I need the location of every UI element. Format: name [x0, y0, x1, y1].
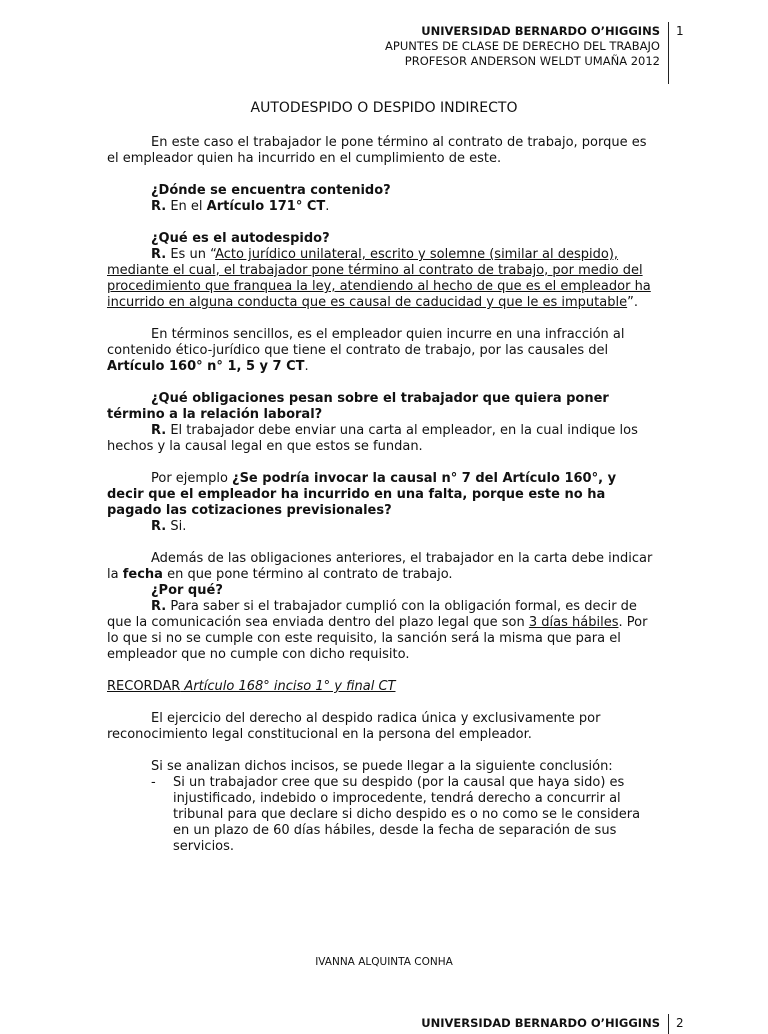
header-divider [668, 22, 669, 84]
paragraph-conclusion: Si se analizan dichos incisos, se puede llegar a la siguiente conclusión: [151, 759, 613, 774]
footer-author: IVANNA ALQUINTA CONHA [315, 956, 453, 968]
question-what: ¿Qué es el autodespido? [151, 231, 330, 246]
question-obligations: ¿Qué obligaciones pesan sobre el trabajador que quiera poner término a la relación laboral? [107, 391, 609, 422]
header-text [385, 24, 660, 69]
paragraph-date: Además de las obligaciones anteriores, el trabajador en la carta debe indicar la fecha en que pone término al contrato de trabajo. [107, 551, 653, 582]
document-title: AUTODESPIDO O DESPIDO INDIRECTO [250, 100, 518, 116]
definition-underlined: Acto jurídico unilateral, escrito y solemne (similar al despido), mediante el cual, el trabajador pone término al contrato de trabajo, por medio del procedimiento que franquea la ley, atendiendo al hecho de que es el empleador ha incurrido en alguna conducta que es causal de caducidad y que le es imputable [107, 247, 651, 310]
header-university: UNIVERSIDAD BERNARDO O’HIGGINS [421, 24, 660, 38]
header-course: APUNTES DE CLASE DE DERECHO DEL TRABAJO [385, 39, 660, 53]
answer-obligations: R. El trabajador debe enviar una carta al empleador, en la cual indique los hechos y la causal legal en que estos se fundan. [107, 423, 638, 454]
answer-why: R. Para saber si el trabajador cumplió con la obligación formal, es decir de que la comunicación sea enviada dentro del plazo legal que son 3 días hábiles. Por lo que si no se cumple con este requisito, la sanción será la misma que para el empleador que no cumple con dicho requisito. [107, 599, 648, 662]
next-page-number: 2 [676, 1016, 684, 1030]
recordar-note: RECORDAR Artículo 168° inciso 1° y final CT [107, 679, 396, 694]
paragraph-right: El ejercicio del derecho al despido radica única y exclusivamente por reconocimiento legal constitucional en la persona del empleador. [107, 711, 601, 742]
paragraph-intro: En este caso el trabajador le pone término al contrato de trabajo, porque es el empleador quien ha incurrido en el cumplimiento de este. [107, 135, 647, 166]
header-professor: PROFESOR ANDERSON WELDT UMAÑA 2012 [404, 54, 660, 68]
question-example: Por ejemplo ¿Se podría invocar la causal n° 7 del Artículo 160°, y decir que el empleador ha incurrido en una falta, porque este no ha pagado las cotizaciones previsionales? [107, 471, 617, 518]
list-item-text: Si un trabajador cree que su despido (por la causal que haya sido) es injustificado, indebido o improcedente, tendrá derecho a concurrir al tribunal para que declare si dicho despido es o no como se le considera en un plazo de 60 días hábiles, desde la fecha de separación de sus servicios. [173, 775, 641, 854]
document-body [107, 135, 657, 855]
next-page-header-university: UNIVERSIDAD BERNARDO O’HIGGINS [421, 1016, 660, 1030]
bullet-marker: - [151, 775, 156, 790]
question-where: ¿Dónde se encuentra contenido? [151, 183, 391, 198]
next-page-header-divider [668, 1014, 669, 1034]
answer-what: R. Es un “Acto jurídico unilateral, escrito y solemne (similar al despido), mediante el cual, el trabajador pone término al contrato de trabajo, por medio del procedimiento que franquea la ley, atendiendo al hecho de que es el empleador ha incurrido en alguna conducta que es causal de caducidad y que le es imputable”. [107, 247, 651, 310]
question-why: ¿Por qué? [151, 583, 223, 598]
page-number: 1 [676, 24, 684, 38]
deadline-underlined: 3 días hábiles [528, 615, 619, 630]
list-item [107, 775, 657, 855]
answer-where: R. En el Artículo 171° CT. [151, 199, 330, 214]
answer-example: R. Si. [151, 519, 187, 534]
paragraph-simple-terms: En términos sencillos, es el empleador quien incurre en una infracción al contenido ético-jurídico que tiene el contrato de trabajo, por las causales del Artículo 160° n° 1, 5 y 7 CT. [107, 327, 625, 374]
